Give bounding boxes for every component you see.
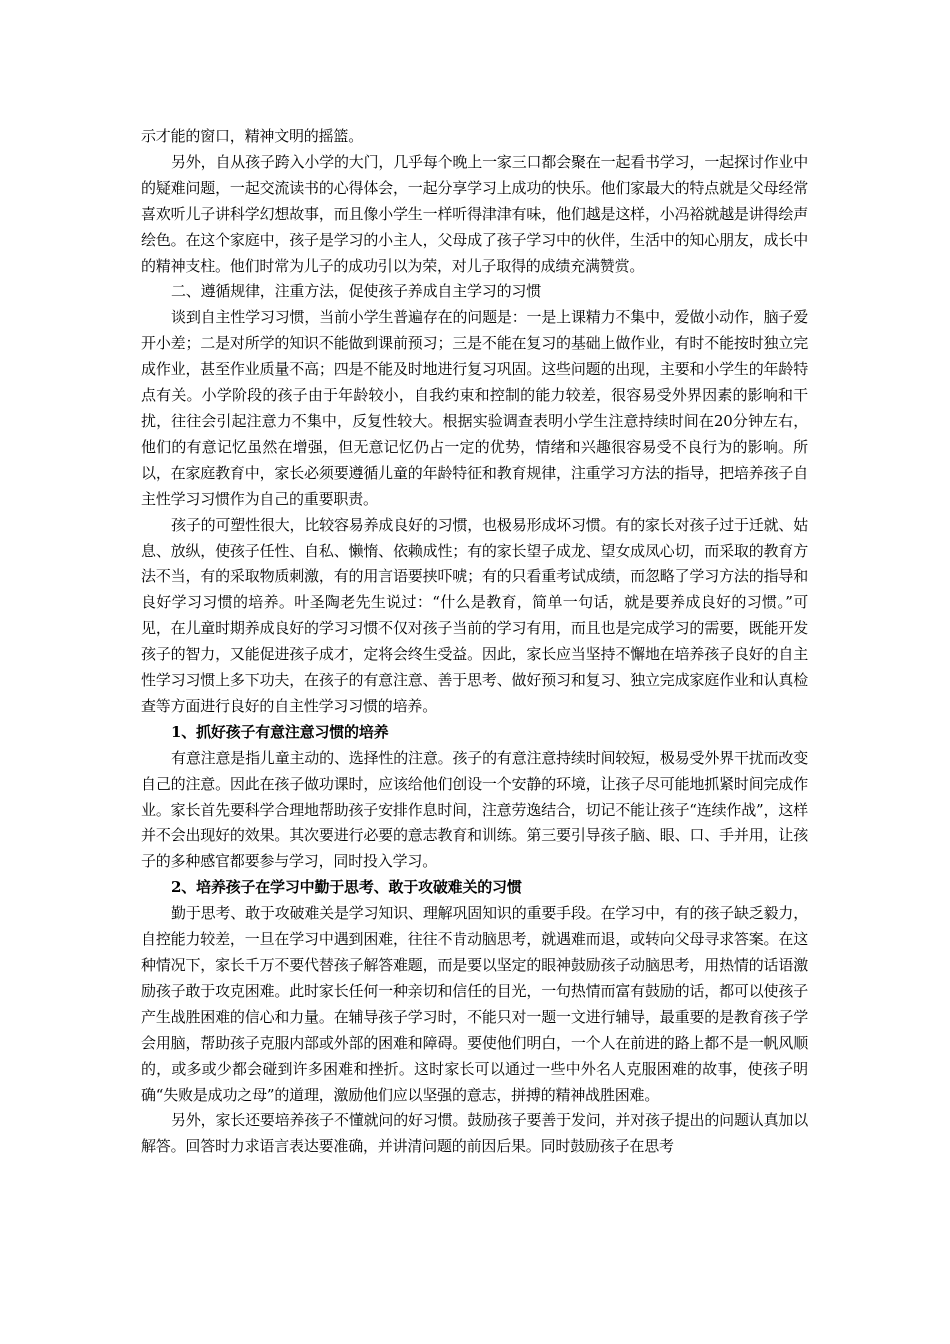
paragraph-continuation: 示才能的窗口，精神文明的摇篮。 — [141, 127, 364, 145]
paragraph-autonomous-learning: 谈到自主性学习习惯，当前小学生普遍存在的问题是：一是上课精力不集中，爱做小动作，脑子爱开小差；二是对所学的知识不能做到课前预习；三是不能在复习的基础上做作业，有时不能按时独立完成作业，甚至作业质量不高；四是不能及时地进行复习巩固。这些问题的出现，主要和小学生的年龄特点有关。小学阶段的孩子由于年龄较小，自我约束和控制的能力较差，很容易受外界因素的影响和干扰，往往会引起注意力不集中，反复性较大。根据实验调查表明小学生注意持续时间在20分钟左右，他们的有意记忆虽然在增强，但无意记忆仍占一定的优势，情绪和兴趣很容易受不良行为的影响。所以，在家庭教育中，家长必须要遵循儿童的年龄特征和教育规律，注重学习方法的指导，把培养孩子自主性学习习惯作为自己的重要职责。 — [141, 308, 808, 508]
paragraph-asking: 另外，家长还要培养孩子不懂就问的好习惯。鼓励孩子要善于发问，并对孩子提出的问题认真加以解答。回答时力求语言表达要准确，并讲清问题的前因后果。同时鼓励孩子在思考 — [141, 1111, 808, 1156]
document-page — [141, 124, 808, 1160]
section-heading-two: 二、遵循规律，注重方法，促使孩子养成自主学习的习惯 — [171, 282, 542, 301]
subheading-attention: 1、抓好孩子有意注意习惯的培养 — [171, 722, 389, 741]
paragraph-attention: 有意注意是指儿童主动的、选择性的注意。孩子的有意注意持续时间较短，极易受外界干扰而改变自己的注意。因此在孩子做功课时，应该给他们创设一个安静的环境，让孩子尽可能地抓紧时间完成作业。家长首先要科学合理地帮助孩子安排作息时间，注意劳逸结合，切记不能让孩子“连续作战”，这样并不会出现好的效果。其次要进行必要的意志教育和训练。第三要引导孩子脑、眼、口、手并用，让孩子的多种感官都要参与学习，同时投入学习。 — [141, 748, 808, 871]
paragraph-plasticity: 孩子的可塑性很大，比较容易养成良好的习惯，也极易形成坏习惯。有的家长对孩子过于迁就、姑息、放纵，使孩子任性、自私、懒惰、依赖成性；有的家长望子成龙、望女成凤心切，而采取的教育方法不当，有的采取物质刺激，有的用言语要挟吓唬；有的只看重考试成绩，而忽略了学习方法的指导和良好学习习惯的培养。叶圣陶老先生说过：“什么是教育，简单一句话，就是要养成良好的习惯。”可见，在儿童时期养成良好的学习习惯不仅对孩子当前的学习有用，而且也是完成学习的需要，既能开发孩子的智力，又能促进孩子成才，定将会终生受益。因此，家长应当坚持不懈地在培养孩子良好的自主性学习习惯上多下功夫，在孩子的有意注意、善于思考、做好预习和复习、独立完成家庭作业和认真检查等方面进行良好的自主性学习习惯的培养。 — [141, 515, 808, 715]
paragraph-thinking: 勤于思考、敢于攻破难关是学习知识、理解巩固知识的重要手段。在学习中，有的孩子缺乏毅力，自控能力较差，一旦在学习中遇到困难，往往不肯动脑思考，就遇难而退，或转向父母寻求答案。在这种情况下，家长千万不要代替孩子解答难题，而是要以坚定的眼神鼓励孩子动脑思考，用热情的话语激励孩子敢于攻克困难。此时家长任何一种亲切和信任的目光，一句热情而富有鼓励的话，都可以使孩子产生战胜困难的信心和力量。在辅导孩子学习时，不能只对一题一文进行辅导，最重要的是教育孩子学会用脑，帮助孩子克服内部或外部的困难和障碍。要使他们明白，一个人在前进的路上都不是一帆风顺的，或多或少都会碰到许多困难和挫折。这时家长可以通过一些中外名人克服困难的故事，使孩子明确“失败是成功之母”的道理，激励他们应以坚强的意志，拼搏的精神战胜困难。 — [141, 904, 808, 1104]
subheading-thinking: 2、培养孩子在学习中勤于思考、敢于攻破难关的习惯 — [171, 878, 522, 897]
paragraph-family-study: 另外，自从孩子跨入小学的大门，几乎每个晚上一家三口都会聚在一起看书学习，一起探讨作业中的疑难问题，一起交流读书的心得体会，一起分享学习上成功的快乐。他们家最大的特点就是父母经常喜欢听儿子讲科学幻想故事，而且像小学生一样听得津津有味，他们越是这样，小冯裕就越是讲得绘声绘色。在这个家庭中，孩子是学习的小主人，父母成了孩子学习中的伙伴，生活中的知心朋友，成长中的精神支柱。他们时常为儿子的成功引以为荣，对儿子取得的成绩充满赞赏。 — [141, 152, 808, 275]
